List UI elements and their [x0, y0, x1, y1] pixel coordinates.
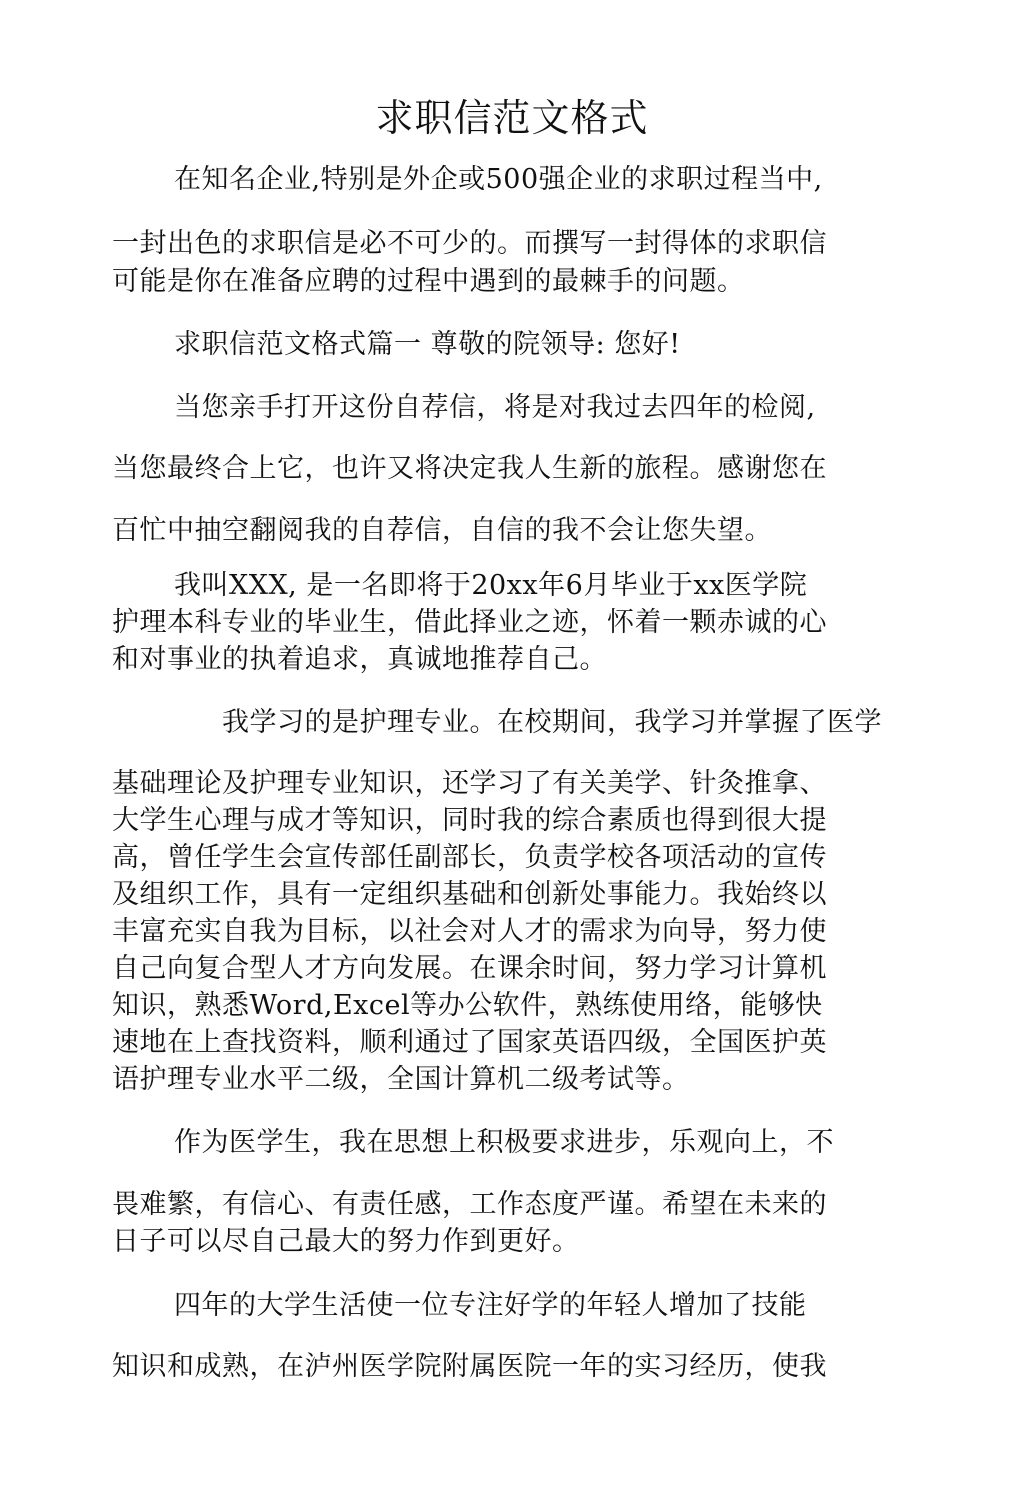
- paragraph-line: 百忙中抽空翻阅我的自荐信，自信的我不会让您失望。: [112, 515, 772, 546]
- paragraph-line: 知识和成熟，在泸州医学院附属医院一年的实习经历，使我: [112, 1351, 827, 1382]
- paragraph-line: 大学生心理与成才等知识，同时我的综合素质也得到很大提: [112, 805, 827, 836]
- paragraph-line: 知识，熟悉Word,Excel等办公软件，熟练使用络，能够快: [112, 990, 823, 1021]
- paragraph-line: 我学习的是护理专业。在校期间，我学习并掌握了医学: [222, 707, 882, 738]
- paragraph-line: 四年的大学生活使一位专注好学的年轻人增加了技能: [174, 1290, 807, 1321]
- paragraph-line: 当您最终合上它，也许又将决定我人生新的旅程。感谢您在: [112, 453, 827, 484]
- paragraph-line: 日子可以尽自己最大的努力作到更好。: [112, 1226, 580, 1257]
- paragraph-line: 丰富充实自我为目标，以社会对人才的需求为向导，努力使: [112, 916, 827, 947]
- page-title: 求职信范文格式: [375, 96, 649, 140]
- paragraph-line: 作为医学生，我在思想上积极要求进步，乐观向上，不: [174, 1127, 834, 1158]
- paragraph-line: 语护理专业水平二级，全国计算机二级考试等。: [112, 1064, 690, 1095]
- paragraph-line: 在知名企业,特别是外企或500强企业的求职过程当中,: [174, 164, 823, 195]
- paragraph-line: 和对事业的执着追求，真诚地推荐自己。: [112, 644, 607, 675]
- paragraph-line: 求职信范文格式篇一 尊敬的院领导: 您好!: [174, 329, 681, 360]
- paragraph-line: 基础理论及护理专业知识，还学习了有关美学、针灸推拿、: [112, 768, 827, 799]
- paragraph-line: 高，曾任学生会宣传部任副部长，负责学校各项活动的宣传: [112, 842, 827, 873]
- paragraph-line: 护理本科专业的毕业生，借此择业之迹，怀着一颗赤诚的心: [112, 607, 827, 638]
- paragraph-line: 畏难繁，有信心、有责任感，工作态度严谨。希望在未来的: [112, 1189, 827, 1220]
- paragraph-line: 及组织工作，具有一定组织基础和创新处事能力。我始终以: [112, 879, 827, 910]
- paragraph-line: 一封出色的求职信是必不可少的。而撰写一封得体的求职信: [112, 228, 827, 259]
- paragraph-line: 当您亲手打开这份自荐信，将是对我过去四年的检阅,: [174, 392, 816, 423]
- paragraph-line: 可能是你在准备应聘的过程中遇到的最棘手的问题。: [112, 266, 745, 297]
- paragraph-line: 自己向复合型人才方向发展。在课余时间，努力学习计算机: [112, 953, 827, 984]
- paragraph-line: 我叫XXX, 是一名即将于20xx年6月毕业于xx医学院: [174, 570, 808, 601]
- paragraph-line: 速地在上查找资料，顺利通过了国家英语四级，全国医护英: [112, 1027, 827, 1058]
